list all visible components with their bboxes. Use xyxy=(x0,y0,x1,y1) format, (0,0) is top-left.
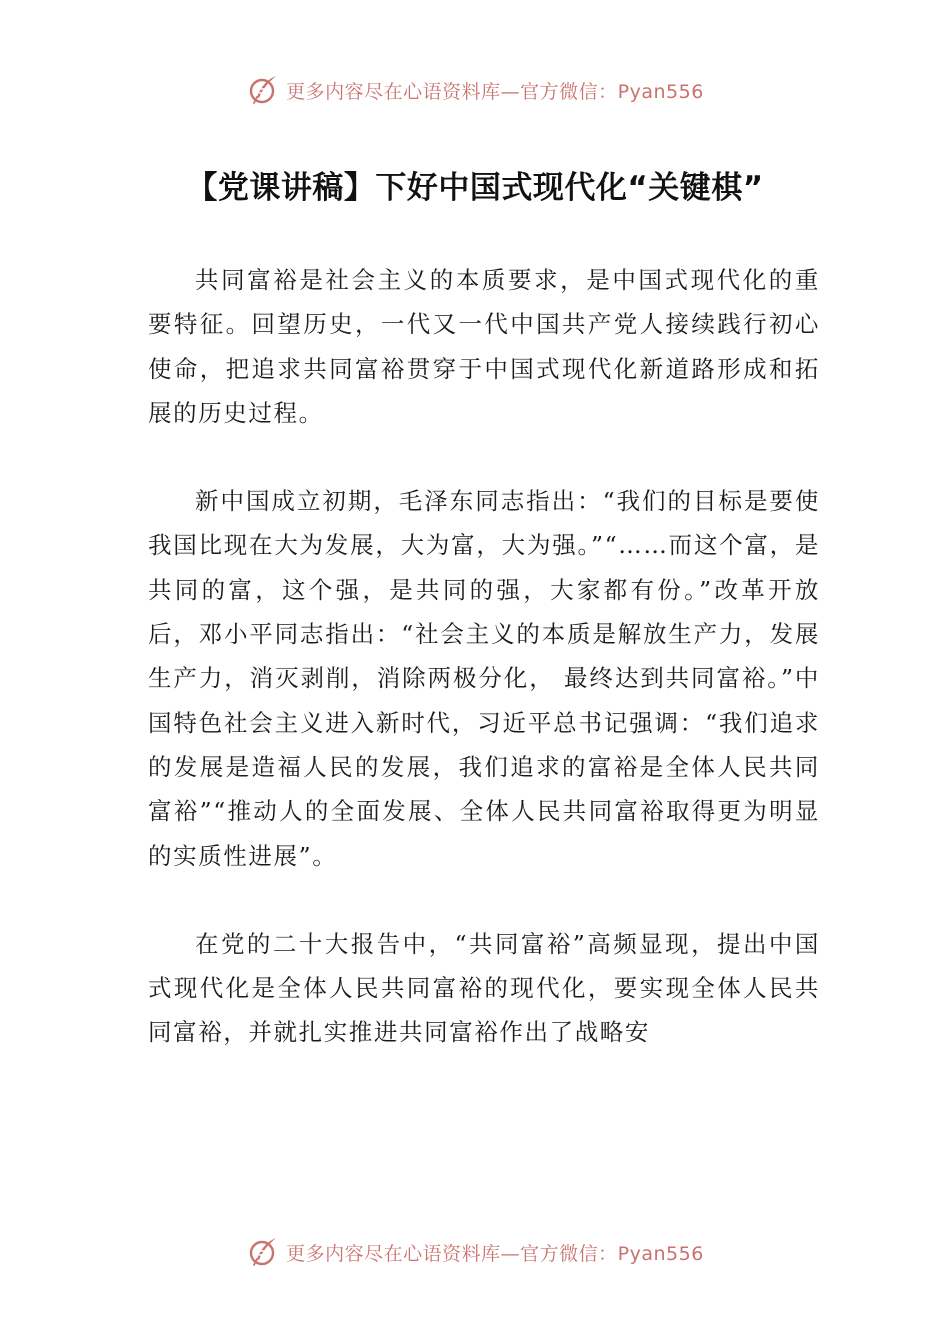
quill-logo-icon xyxy=(246,73,280,107)
banner-wechat-id: Pyan556 xyxy=(617,1242,704,1265)
paragraph-3: 在党的二十大报告中，“共同富裕”高频显现，提出中国式现代化是全体人民共同富裕的现代化，要实现全体人民共同富裕，并就扎实推进共同富裕作出了战略安 xyxy=(148,929,820,1047)
banner-promo-text: 更多内容尽在心语资料库—官方微信： xyxy=(286,80,618,103)
banner-promo-text: 更多内容尽在心语资料库—官方微信： xyxy=(286,1242,618,1265)
document-title: 【党课讲稿】下好中国式现代化“关键棋” xyxy=(186,170,764,206)
banner-wechat-id: Pyan556 xyxy=(617,80,704,103)
paragraph-1: 共同富裕是社会主义的本质要求，是中国式现代化的重要特征。回望历史，一代又一代中国共产党人接续践行初心使命，把追求共同富裕贯穿于中国式现代化新道路形成和拓展的历史过程。 xyxy=(148,266,820,427)
header-banner xyxy=(0,70,950,110)
footer-banner xyxy=(0,1232,950,1272)
document-body xyxy=(148,258,820,1099)
banner-text xyxy=(286,1239,704,1266)
quill-logo-icon xyxy=(246,1235,280,1269)
banner-text xyxy=(286,77,704,104)
paragraph-2: 新中国成立初期，毛泽东同志指出：“我们的目标是要使我国比现在大为发展，大为富，大为强。”“……而这个富，是共同的富，这个强，是共同的强，大家都有份。”改革开放后，邓小平同志指出：“社会主义的本质是解放生产力，发展生产力，消灭剥削，消除两极分化， 最终达到共同富裕。”中国特色社会主义进入新时代，习近平总书记强调：“我们追求的发展是造福人民的发展，我们追求的富裕是全体人民共同富裕”“推动人的全面发展、全体人民共同富裕取得更为明显的实质性进展”。 xyxy=(148,487,820,870)
